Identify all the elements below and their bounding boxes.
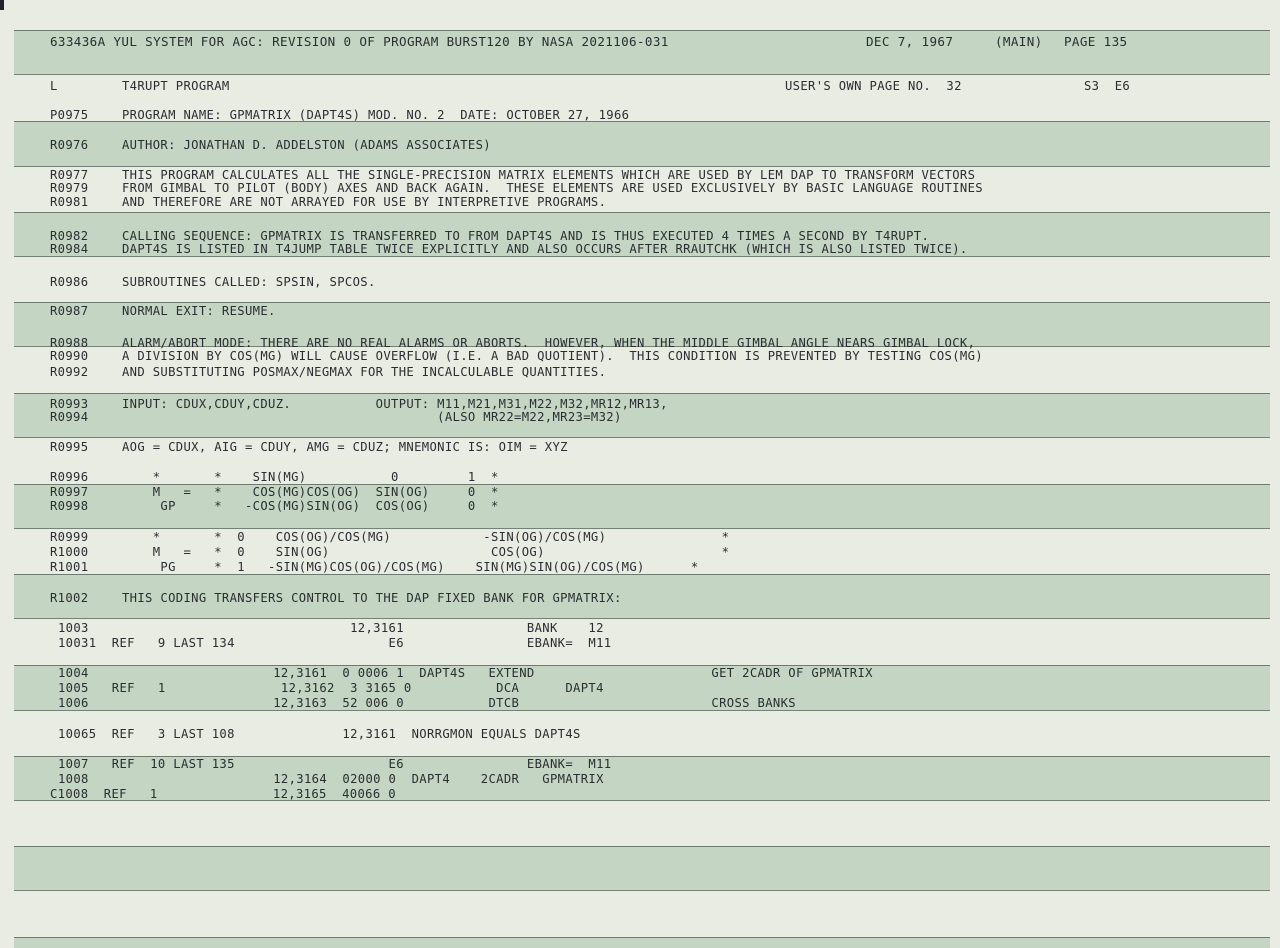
- remark-text: NORMAL EXIT: RESUME.: [122, 304, 276, 318]
- code-line: 1005 REF 1 12,3162 3 3165 0 DCA DAPT4: [58, 681, 604, 695]
- code-line: 10065 REF 3 LAST 108 12,3161 NORRGMON EQUALS DAPT4S: [58, 727, 581, 741]
- rule: [14, 618, 1270, 619]
- rule: [14, 710, 1270, 711]
- rule: [14, 528, 1270, 529]
- remark-text: SUBROUTINES CALLED: SPSIN, SPCOS.: [122, 275, 376, 289]
- remark-text: AND SUBSTITUTING POSMAX/NEGMAX FOR THE INCALCULABLE QUANTITIES.: [122, 365, 607, 379]
- matrix-row: * * 0 COS(OG)/COS(MG) -SIN(OG)/COS(MG) *: [122, 530, 730, 544]
- matrix-row: M = * 0 SIN(OG) COS(OG) *: [122, 545, 730, 559]
- remark-text: AOG = CDUX, AIG = CDUY, AMG = CDUZ; MNEMONIC IS: OIM = XYZ: [122, 440, 568, 454]
- code-line: 10031 REF 9 LAST 134 E6 EBANK= M11: [58, 636, 612, 650]
- remark-text: A DIVISION BY COS(MG) WILL CAUSE OVERFLOW (I.E. A BAD QUOTIENT). THIS CONDITION IS PREVENTED BY TESTING COS(MG): [122, 349, 983, 363]
- line-number: R0981: [50, 195, 89, 209]
- line-number: R0982: [50, 229, 89, 243]
- line-number: R0977: [50, 168, 89, 182]
- remark-text: THIS CODING TRANSFERS CONTROL TO THE DAP FIXED BANK FOR GPMATRIX:: [122, 591, 622, 605]
- line-number: R0976: [50, 138, 89, 152]
- line-number: R0987: [50, 304, 89, 318]
- code-line: 1004 12,3161 0 0006 1 DAPT4S EXTEND GET 2CADR OF GPMATRIX: [58, 666, 873, 680]
- remark-text: FROM GIMBAL TO PILOT (BODY) AXES AND BACK AGAIN. THESE ELEMENTS ARE USED EXCLUSIVELY BY BASIC LANGUAGE ROUTINES: [122, 181, 983, 195]
- matrix-row: M = * COS(MG)COS(OG) SIN(OG) 0 *: [122, 485, 499, 499]
- code-line: C1008 REF 1 12,3165 40066 0: [50, 787, 396, 801]
- code-line: 1003 12,3161 BANK 12: [58, 621, 604, 635]
- line-number: R1000: [50, 545, 89, 559]
- line-number: R0979: [50, 181, 89, 195]
- line-number: R1001: [50, 560, 89, 574]
- main-label: (MAIN): [995, 34, 1043, 49]
- line-number: R0999: [50, 530, 89, 544]
- matrix-row: PG * 1 -SIN(MG)COS(OG)/COS(MG) SIN(MG)SIN(OG)/COS(MG) *: [122, 560, 699, 574]
- rule: [14, 937, 1270, 938]
- code-line: 1006 12,3163 52 006 0 DTCB CROSS BANKS: [58, 696, 796, 710]
- rule: [14, 302, 1270, 303]
- line-number: R0993: [50, 397, 89, 411]
- line-number: R0998: [50, 499, 89, 513]
- line-number: R0995: [50, 440, 89, 454]
- matrix-row: GP * -COS(MG)SIN(OG) COS(OG) 0 *: [122, 499, 499, 513]
- remark-text: THIS PROGRAM CALCULATES ALL THE SINGLE-PRECISION MATRIX ELEMENTS WHICH ARE USED BY LEM DAP TO TRANSFORM VECTORS: [122, 168, 976, 182]
- remark-text: AUTHOR: JONATHAN D. ADDELSTON (ADAMS ASSOCIATES): [122, 138, 491, 152]
- rule: [14, 74, 1270, 75]
- job-header: 633436A YUL SYSTEM FOR AGC: REVISION 0 OF PROGRAM BURST120 BY NASA 2021106-031: [50, 34, 669, 49]
- band: [14, 937, 1270, 948]
- remark-text: PROGRAM NAME: GPMATRIX (DAPT4S) MOD. NO. 2 DATE: OCTOBER 27, 1966: [122, 108, 630, 122]
- line-number: P0975: [50, 108, 89, 122]
- users-page-number: USER'S OWN PAGE NO. 32: [785, 79, 962, 93]
- remark-text: CALLING SEQUENCE: GPMATRIX IS TRANSFERRED TO FROM DAPT4S AND IS THUS EXECUTED 4 TIMES A SECOND BY T4RUPT.: [122, 229, 930, 243]
- rule: [14, 846, 1270, 847]
- rule: [14, 212, 1270, 213]
- bank-location: S3 E6: [1084, 79, 1131, 93]
- program-title: T4RUPT PROGRAM: [122, 79, 230, 93]
- line-number: R0988: [50, 336, 89, 350]
- code-line: 1008 12,3164 02000 0 DAPT4 2CADR GPMATRIX: [58, 772, 604, 786]
- rule: [14, 574, 1270, 575]
- line-number: R1002: [50, 591, 89, 605]
- rule: [14, 890, 1270, 891]
- line-number: R0992: [50, 365, 89, 379]
- line-number: R0986: [50, 275, 89, 289]
- remark-text: DAPT4S IS LISTED IN T4JUMP TABLE TWICE EXPLICITLY AND ALSO OCCURS AFTER RRAUTCHK (WHICH IS ALSO LISTED TWICE).: [122, 242, 968, 256]
- rule: [14, 166, 1270, 167]
- remark-text: ALARM/ABORT MODE: THERE ARE NO REAL ALARMS OR ABORTS. HOWEVER, WHEN THE MIDDLE GIMBAL ANGLE NEARS GIMBAL LOCK,: [122, 336, 976, 350]
- remark-text: AND THEREFORE ARE NOT ARRAYED FOR USE BY INTERPRETIVE PROGRAMS.: [122, 195, 607, 209]
- rule: [14, 393, 1270, 394]
- line-number: R0996: [50, 470, 89, 484]
- print-date: DEC 7, 1967: [866, 34, 954, 49]
- code-line: 1007 REF 10 LAST 135 E6 EBANK= M11: [58, 757, 612, 771]
- punch-mark: [0, 0, 4, 10]
- rule: [14, 437, 1270, 438]
- rule: [14, 30, 1270, 31]
- line-number: R0994: [50, 410, 89, 424]
- line-number: R0997: [50, 485, 89, 499]
- line-number: R0984: [50, 242, 89, 256]
- remark-text: (ALSO MR22=M22,MR23=M32): [122, 410, 622, 424]
- rule: [14, 256, 1270, 257]
- remark-text: INPUT: CDUX,CDUY,CDUZ. OUTPUT: M11,M21,M31,M22,M32,MR12,MR13,: [122, 397, 668, 411]
- matrix-row: * * SIN(MG) 0 1 *: [122, 470, 499, 484]
- listing-type: L: [50, 79, 58, 93]
- band: [14, 846, 1270, 890]
- page-number: PAGE 135: [1064, 34, 1128, 49]
- line-number: R0990: [50, 349, 89, 363]
